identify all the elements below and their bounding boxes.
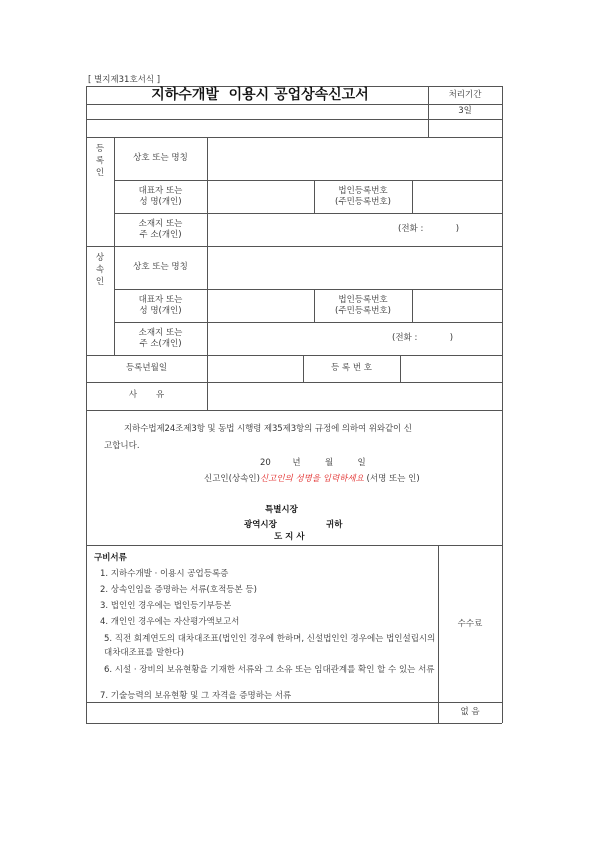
processing-period-value: 3일 bbox=[458, 106, 472, 116]
date-line: 20 년 월 일 bbox=[260, 458, 366, 468]
form-number: [ 별지제31호서식 ] bbox=[88, 75, 161, 85]
reg-date-field[interactable] bbox=[208, 356, 302, 381]
processing-period-label: 처리기간 bbox=[448, 90, 482, 100]
declarant-prefix: 신고인(상속인) bbox=[204, 474, 260, 484]
authority-line-3: 도 지 사 bbox=[274, 532, 305, 542]
heir-addr-label-2: 주 소(개인) bbox=[139, 339, 182, 349]
registrant-char: 등 bbox=[95, 144, 105, 154]
authority-line-1: 특별시장 bbox=[265, 505, 298, 515]
reason-label: 사 유 bbox=[128, 390, 165, 400]
registrant-addr-label-1: 소재지 또는 bbox=[138, 219, 183, 229]
declarant-suffix: (서명 또는 인) bbox=[366, 474, 420, 484]
heir-addr-field[interactable] bbox=[208, 323, 501, 354]
heir-char: 인 bbox=[95, 277, 105, 287]
doc-item: 5. 직전 회계연도의 대차대조표(법인인 경우에 한하며, 신설법인인 경우에는 법인설립시의 대차대조표를 말한다) bbox=[104, 634, 436, 658]
statement-line-1: 지하수법제24조제3항 및 동법 시행령 제35제3항의 규정에 의하여 위와같이 신 bbox=[124, 424, 412, 434]
doc-item: 7. 기술능력의 보유현황 및 그 자격을 증명하는 서류 bbox=[100, 691, 292, 701]
registrant-rep-label-1: 대표자 또는 bbox=[138, 186, 183, 196]
statement-line-2: 고합니다. bbox=[104, 441, 140, 451]
declarant-line bbox=[204, 472, 420, 484]
reg-number-label: 등 록 번 호 bbox=[331, 363, 372, 373]
doc-item: 4. 개인인 경우에는 자산평가액보고서 bbox=[100, 617, 240, 627]
registrant-phone: (전화 : ) bbox=[398, 224, 460, 234]
doc-item: 3. 법인인 경우에는 법인등기부등본 bbox=[100, 601, 232, 611]
authority-suffix: 귀하 bbox=[326, 520, 343, 530]
registrant-char: 록 bbox=[95, 156, 105, 166]
registrant-rep-field[interactable] bbox=[208, 181, 313, 212]
heir-phone: (전화 : ) bbox=[392, 333, 454, 343]
reg-number-field[interactable] bbox=[401, 356, 501, 381]
declarant-name-input[interactable]: 신고인의 성명을 입력하세요 bbox=[259, 474, 364, 484]
form-title: 지하수개발 이용시 공업상속신고서 bbox=[151, 87, 369, 103]
heir-rep-label-1: 대표자 또는 bbox=[138, 295, 183, 305]
registrant-regno-field[interactable] bbox=[413, 181, 501, 212]
heir-char: 속 bbox=[95, 265, 105, 275]
registrant-name-field[interactable] bbox=[208, 138, 501, 179]
authority-line-2: 광역시장 bbox=[244, 520, 277, 530]
heir-addr-label-1: 소재지 또는 bbox=[138, 328, 183, 338]
registrant-name-label: 상호 또는 명칭 bbox=[133, 153, 188, 163]
registrant-regno-label-2: (주민등록번호) bbox=[335, 197, 391, 207]
heir-regno-label-2: (주민등록번호) bbox=[335, 306, 391, 316]
doc-item: 6. 시설 · 장비의 보유현황을 기재한 서류와 그 소유 또는 임대관계를 확인 할 수 있는 서류 bbox=[104, 665, 435, 675]
heir-name-label: 상호 또는 명칭 bbox=[133, 262, 188, 272]
heir-regno-label-1: 법인등록번호 bbox=[338, 295, 388, 305]
fee-value: 없 음 bbox=[460, 707, 480, 717]
doc-item: 1. 지하수개발 · 이용시 공업등록증 bbox=[100, 569, 229, 579]
doc-item: 2. 상속인임을 증명하는 서류(호적등본 등) bbox=[100, 585, 257, 595]
reason-field[interactable] bbox=[208, 383, 501, 409]
reg-date-label: 등록년월일 bbox=[125, 363, 168, 373]
registrant-rep-label-2: 성 명(개인) bbox=[139, 197, 182, 207]
fee-label: 수수료 bbox=[457, 619, 483, 629]
registrant-regno-label-1: 법인등록번호 bbox=[338, 186, 388, 196]
registrant-addr-label-2: 주 소(개인) bbox=[139, 230, 182, 240]
heir-rep-field[interactable] bbox=[208, 290, 313, 321]
heir-rep-label-2: 성 명(개인) bbox=[139, 306, 182, 316]
heir-char: 상 bbox=[95, 253, 105, 263]
registrant-char: 인 bbox=[95, 168, 105, 178]
docs-heading: 구비서류 bbox=[94, 553, 127, 563]
heir-regno-field[interactable] bbox=[413, 290, 501, 321]
heir-name-field[interactable] bbox=[208, 247, 501, 288]
